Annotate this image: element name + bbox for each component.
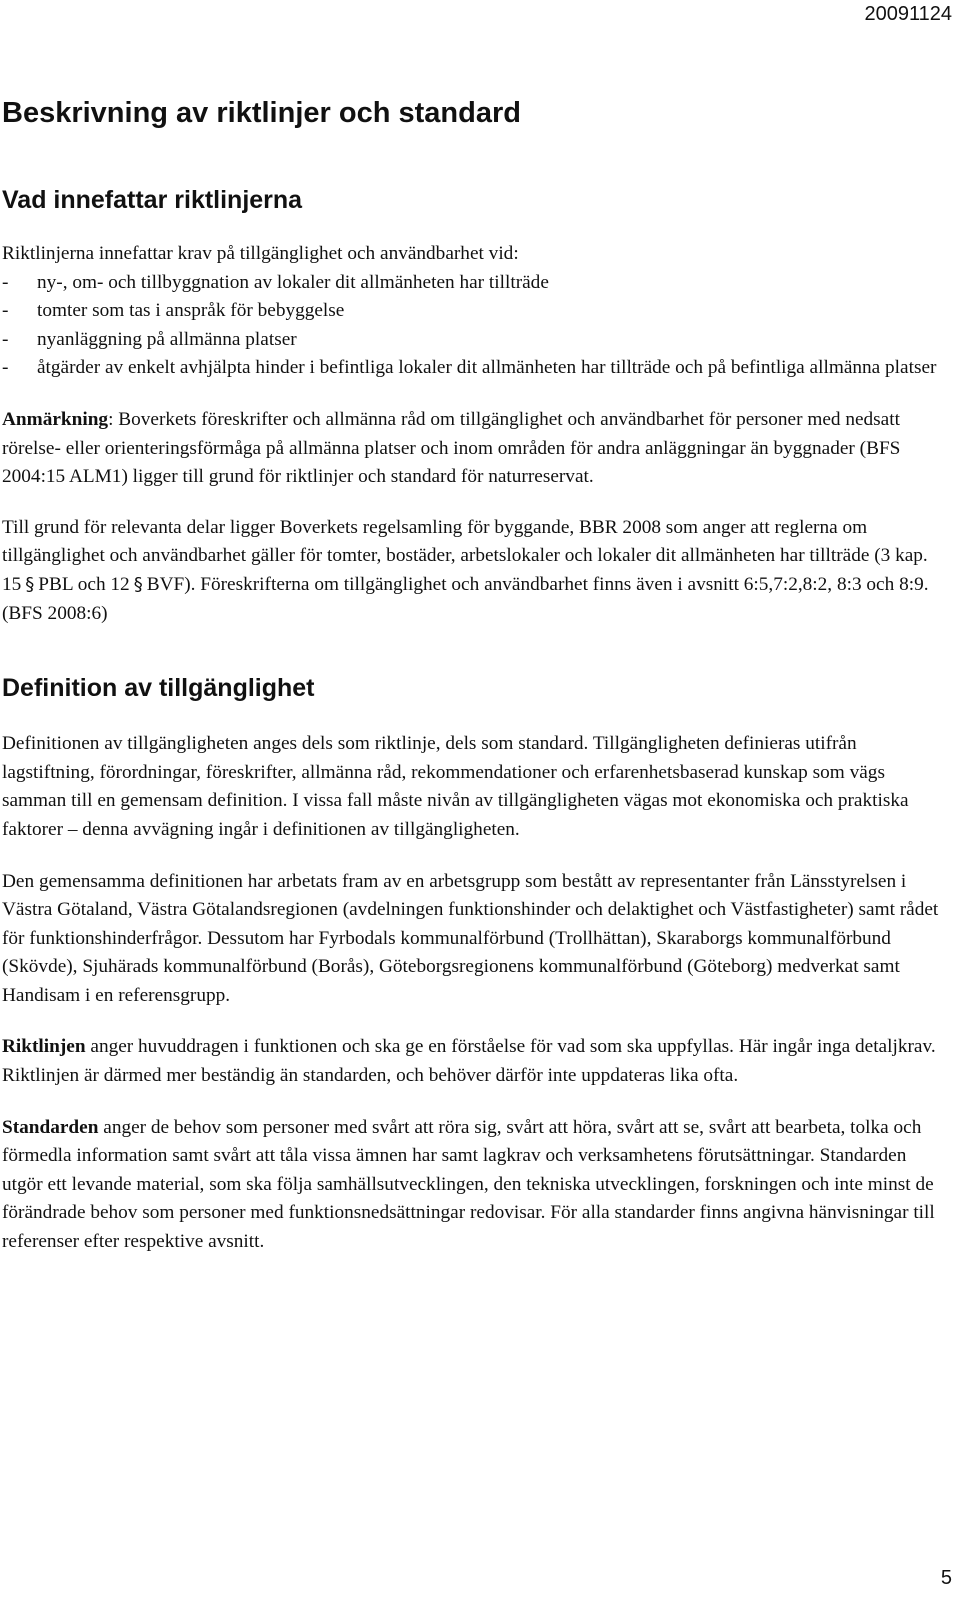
basis-text-1: Till grund för relevanta delar ligger Boverkets regelsamling för byggande, BBR 2008 som anger att reglerna om tillgänglighet och användbarhet gäller för tomter, bostäder, arbetslokaler och lokaler dit allmänheten har tillträde (3 kap. 15 xyxy=(2,516,928,595)
list-item xyxy=(2,326,950,355)
note-text: : Boverkets föreskrifter och allmänna råd om tillgänglighet och användbarhet för personer med nedsatt rörelse- eller orienteringsförmåga på allmänna platser och inom områden för andra anläggningar än byggnader (BFS 2004:15 ALM1) ligger till grund för riktlinjer och standard för naturreservat. xyxy=(2,408,901,488)
list-item xyxy=(2,269,950,298)
standard-paragraph xyxy=(2,1114,950,1257)
page-number: 5 xyxy=(940,1567,952,1589)
section-heading-scope: Vad innefattar riktlinjerna xyxy=(2,186,303,214)
list-item xyxy=(2,354,950,383)
paragraph-sign: § xyxy=(25,573,35,595)
list-item xyxy=(2,297,950,326)
list-dash: - xyxy=(2,300,9,322)
scope-list xyxy=(2,269,950,383)
document-body xyxy=(2,95,950,1257)
list-item-text: nyanläggning på allmänna platser xyxy=(37,328,297,350)
basis-text-2: PBL och 12 xyxy=(38,573,130,595)
basis-paragraph xyxy=(2,514,950,628)
scope-intro: Riktlinjerna innefattar krav på tillgänglighet och användbarhet vid: xyxy=(2,243,519,264)
basis-text-3: BVF). Föreskrifterna om tillgänglighet och användbarhet finns även i avsnitt 6:5,7:2,8:2, 8:3 och 8:9. (BFS 2008:6) xyxy=(2,573,929,624)
list-dash: - xyxy=(2,357,9,379)
note-paragraph xyxy=(2,406,950,492)
paragraph-sign: § xyxy=(133,573,143,595)
guideline-label: Riktlinjen xyxy=(2,1036,86,1058)
section-heading-definition: Definition av tillgänglighet xyxy=(2,674,315,703)
standard-text: anger de behov som personer med svårt att röra sig, svårt att höra, svårt att se, svårt att bearbeta, tolka och förmedla information samt svårt att tåla vissa ämnen har samt lagkrav och verksamhetens förutsättningar. Standarden utgör ett levande material, som ska följa samhällsutvecklingen, den tekniska utvecklingen, forskningen och inte minst de förändrade behov som personer med funktionsnedsättningar redovisar. För alla standarder finns angivna hänvisningar till referenser efter respektive avsnitt. xyxy=(2,1116,935,1253)
note-label: Anmärkning xyxy=(2,408,109,430)
list-dash: - xyxy=(2,328,9,350)
list-dash: - xyxy=(2,271,9,293)
guideline-text: anger huvuddragen i funktionen och ska ge en förståelse för vad som ska uppfyllas. Här ingår inga detaljkrav. Riktlinjen är därmed mer beständig än standarden, och behöver därför inte uppdateras lika ofta. xyxy=(2,1036,936,1087)
definition-paragraph-1: Definitionen av tillgängligheten anges dels som riktlinje, dels som standard. Tillgängligheten definieras utifrån lagstiftning, förordningar, föreskrifter, allmänna råd, rekommendationer och erfarenhetsbaserad kunskap som vägs samman till en gemensam definition. I vissa fall måste nivån av tillgängligheten vägas mot ekonomiska och praktiska faktorer – denna avvägning ingår i definitionen av tillgängligheten. xyxy=(2,733,909,840)
list-item-text: åtgärder av enkelt avhjälpta hinder i befintliga lokaler dit allmänheten har tillträde och på befintliga allmänna platser xyxy=(37,357,937,379)
definition-paragraph-2: Den gemensamma definitionen har arbetats fram av en arbetsgrupp som bestått av representanter från Länsstyrelsen i Västra Götaland, Västra Götalandsregionen (avdelningen funktionshinder och delaktighet och Västfastigheter) samt rådet för funktionshinderfrågor. Dessutom har Fyrbodals kommunalförbund (Trollhättan), Skaraborgs kommunalförbund (Skövde), Sjuhärads kommunalförbund (Borås), Göteborgsregionens kommunalförbund (Göteborg) medverkat samt Handisam i en referensgrupp. xyxy=(2,870,939,1006)
list-item-text: ny-, om- och tillbyggnation av lokaler dit allmänheten har tillträde xyxy=(37,271,549,293)
guideline-paragraph xyxy=(2,1033,950,1090)
list-item-text: tomter som tas i anspråk för bebyggelse xyxy=(37,300,345,322)
page-title: Beskrivning av riktlinjer och standard xyxy=(2,97,521,129)
page-date: 20091124 xyxy=(864,3,952,25)
standard-label: Standarden xyxy=(2,1116,99,1138)
